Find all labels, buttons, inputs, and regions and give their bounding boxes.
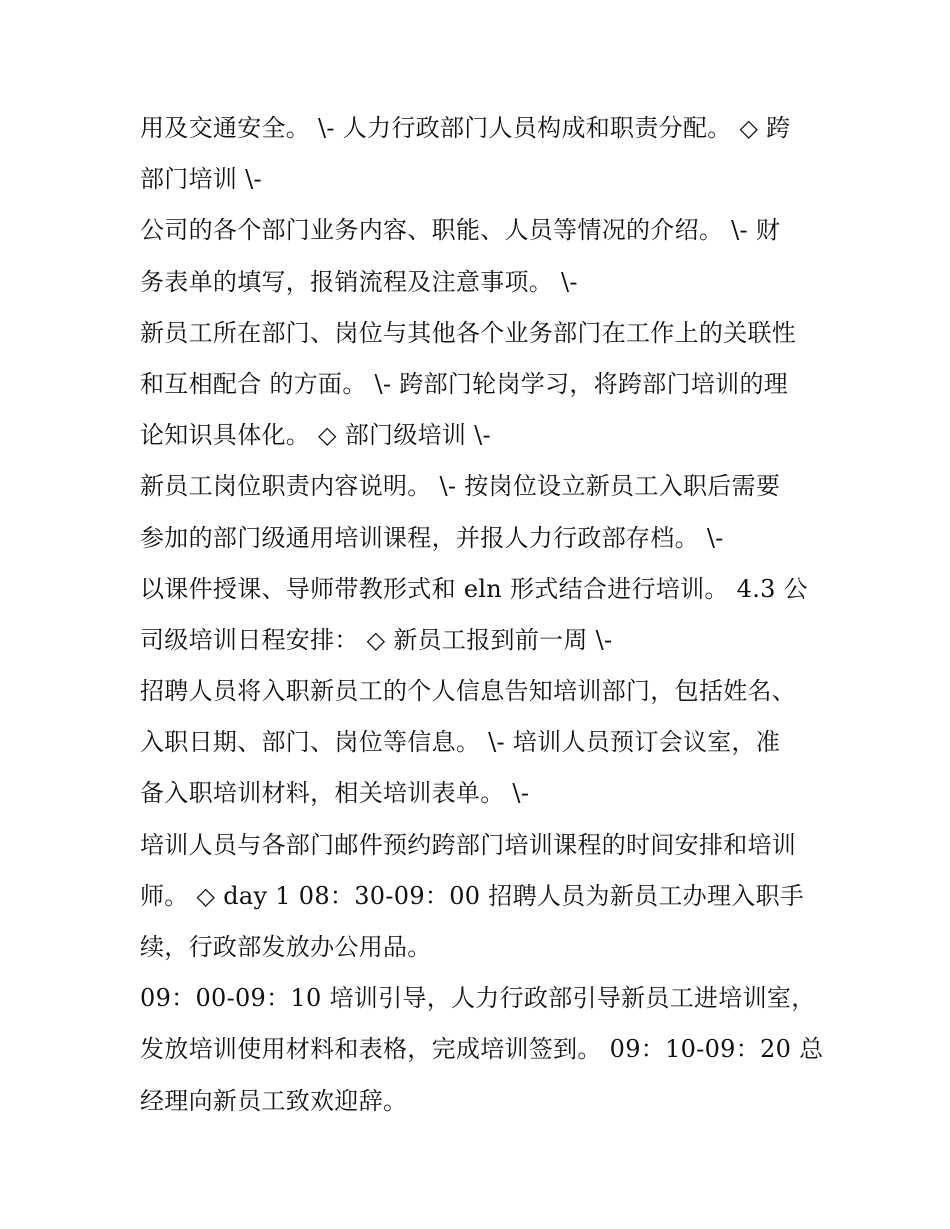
text-line: 司级培训日程安排： ◇ 新员工报到前一周 \- bbox=[140, 625, 613, 654]
text-line: 和互相配合 的方面。 \- 跨部门轮岗学习，将跨部门培训的理 bbox=[140, 369, 789, 398]
text-line: 公司的各个部门业务内容、职能、人员等情况的介绍。 \- 财 bbox=[140, 216, 781, 245]
text-line: 务表单的填写，报销流程及注意事项。 \- bbox=[140, 267, 578, 296]
text-line: 入职日期、部门、岗位等信息。 \- 培训人员预订会议室，准 bbox=[140, 728, 781, 757]
text-line: 招聘人员将入职新员工的个人信息告知培训部门，包括姓名、 bbox=[140, 677, 797, 706]
text-line: 新员工所在部门、岗位与其他各个业务部门在工作上的关联性 bbox=[140, 318, 797, 347]
text-line: 师。 ◇ day 1 08：30-09：00 招聘人员为新员工办理入职手 bbox=[140, 881, 805, 910]
text-line: 续，行政部发放办公用品。 bbox=[140, 933, 432, 961]
text-line: 备入职培训材料，相关培训表单。 \- bbox=[140, 779, 530, 808]
text-line: 以课件授课、导师带教形式和 eln 形式结合进行培训。 4.3 公 bbox=[140, 574, 808, 603]
text-line: 用及交通安全。 \- 人力行政部门人员构成和职责分配。 ◇ 跨 bbox=[140, 114, 791, 142]
text-line: 培训人员与各部门邮件预约跨部门培训课程的时间安排和培训 bbox=[140, 830, 797, 859]
text-line: 论知识具体化。 ◇ 部门级培训 \- bbox=[140, 421, 491, 450]
text-line: 部门培训 \- bbox=[140, 165, 262, 194]
text-line: 发放培训使用材料和表格，完成培训签到。 09：10-09：20 总 bbox=[140, 1035, 824, 1064]
text-line: 经理向新员工致欢迎辞。 bbox=[140, 1086, 408, 1115]
text-line: 新员工岗位职责内容说明。 \- 按岗位设立新员工入职后需要 bbox=[140, 472, 781, 501]
document-body bbox=[140, 103, 824, 1127]
text-line: 09：00-09：10 培训引导，人力行政部引导新员工进培训室， bbox=[140, 984, 816, 1013]
text-line: 参加的部门级通用培训课程，并报人力行政部存档。 \- bbox=[140, 523, 724, 552]
